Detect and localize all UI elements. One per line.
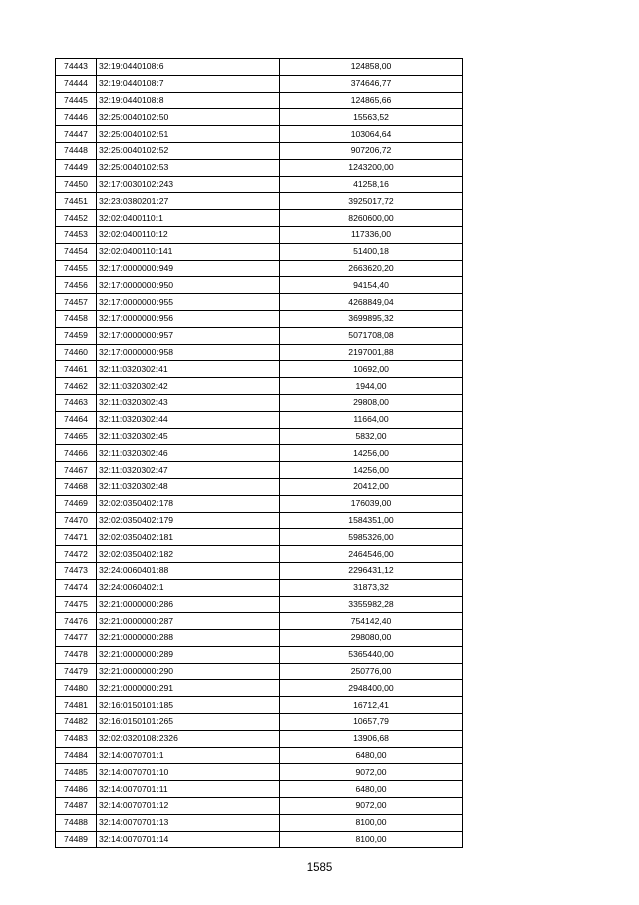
table-row (56, 798, 463, 815)
cadastral-number-cell: 32:17:0000000:957 (97, 327, 280, 344)
row-number-cell: 74467 (56, 462, 97, 479)
cadastral-number-cell: 32:24:0060401:88 (97, 562, 280, 579)
cadastral-number-cell: 32:25:0040102:53 (97, 159, 280, 176)
value-cell: 374646,77 (280, 75, 463, 92)
cadastral-value-table (55, 58, 463, 848)
cadastral-number-cell: 32:19:0440108:7 (97, 75, 280, 92)
row-number-cell: 74448 (56, 142, 97, 159)
row-number-cell: 74468 (56, 478, 97, 495)
row-number-cell: 74486 (56, 781, 97, 798)
row-number-cell: 74452 (56, 210, 97, 227)
table-row (56, 714, 463, 731)
row-number-cell: 74450 (56, 176, 97, 193)
cadastral-number-cell: 32:11:0320302:47 (97, 462, 280, 479)
table-row (56, 310, 463, 327)
value-cell: 29808,00 (280, 394, 463, 411)
value-cell: 11664,00 (280, 411, 463, 428)
cadastral-number-cell: 32:17:0000000:950 (97, 277, 280, 294)
table-row (56, 75, 463, 92)
cadastral-number-cell: 32:14:0070701:10 (97, 764, 280, 781)
row-number-cell: 74485 (56, 764, 97, 781)
cadastral-number-cell: 32:17:0030102:243 (97, 176, 280, 193)
row-number-cell: 74447 (56, 126, 97, 143)
value-cell: 16712,41 (280, 697, 463, 714)
cadastral-number-cell: 32:17:0000000:956 (97, 310, 280, 327)
row-number-cell: 74460 (56, 344, 97, 361)
table-row (56, 814, 463, 831)
table-row (56, 495, 463, 512)
table-row (56, 193, 463, 210)
value-cell: 8100,00 (280, 831, 463, 848)
cadastral-number-cell: 32:02:0350402:182 (97, 546, 280, 563)
value-cell: 250776,00 (280, 663, 463, 680)
cadastral-number-cell: 32:21:0000000:288 (97, 630, 280, 647)
value-cell: 3699895,32 (280, 310, 463, 327)
row-number-cell: 74482 (56, 714, 97, 731)
table-row (56, 512, 463, 529)
table-row (56, 92, 463, 109)
value-cell: 51400,18 (280, 243, 463, 260)
row-number-cell: 74456 (56, 277, 97, 294)
table-row (56, 226, 463, 243)
cadastral-number-cell: 32:25:0040102:50 (97, 109, 280, 126)
cadastral-number-cell: 32:19:0440108:6 (97, 59, 280, 76)
table-row (56, 260, 463, 277)
cadastral-number-cell: 32:11:0320302:41 (97, 361, 280, 378)
cadastral-number-cell: 32:02:0400110:141 (97, 243, 280, 260)
cadastral-number-cell: 32:02:0350402:181 (97, 529, 280, 546)
value-cell: 907206,72 (280, 142, 463, 159)
row-number-cell: 74474 (56, 579, 97, 596)
cadastral-number-cell: 32:02:0400110:12 (97, 226, 280, 243)
value-cell: 3355982,28 (280, 596, 463, 613)
row-number-cell: 74461 (56, 361, 97, 378)
table-row (56, 428, 463, 445)
table-row (56, 730, 463, 747)
cadastral-number-cell: 32:11:0320302:48 (97, 478, 280, 495)
value-cell: 124865,66 (280, 92, 463, 109)
table-row (56, 59, 463, 76)
value-cell: 8100,00 (280, 814, 463, 831)
cadastral-number-cell: 32:23:0380201:27 (97, 193, 280, 210)
cadastral-number-cell: 32:19:0440108:8 (97, 92, 280, 109)
row-number-cell: 74464 (56, 411, 97, 428)
value-cell: 15563,52 (280, 109, 463, 126)
cadastral-number-cell: 32:16:0150101:185 (97, 697, 280, 714)
row-number-cell: 74471 (56, 529, 97, 546)
table-row (56, 596, 463, 613)
table-row (56, 159, 463, 176)
cadastral-number-cell: 32:21:0000000:287 (97, 613, 280, 630)
table-row (56, 378, 463, 395)
cadastral-number-cell: 32:21:0000000:291 (97, 680, 280, 697)
cadastral-number-cell: 32:14:0070701:12 (97, 798, 280, 815)
value-cell: 6480,00 (280, 781, 463, 798)
table-row (56, 613, 463, 630)
table-row (56, 445, 463, 462)
cadastral-number-cell: 32:17:0000000:958 (97, 344, 280, 361)
row-number-cell: 74483 (56, 730, 97, 747)
table-row (56, 277, 463, 294)
cadastral-number-cell: 32:16:0150101:265 (97, 714, 280, 731)
cadastral-number-cell: 32:02:0400110:1 (97, 210, 280, 227)
table-row (56, 546, 463, 563)
cadastral-number-cell: 32:11:0320302:46 (97, 445, 280, 462)
row-number-cell: 74444 (56, 75, 97, 92)
value-cell: 754142,40 (280, 613, 463, 630)
cadastral-number-cell: 32:11:0320302:42 (97, 378, 280, 395)
value-cell: 6480,00 (280, 747, 463, 764)
row-number-cell: 74453 (56, 226, 97, 243)
cadastral-number-cell: 32:11:0320302:44 (97, 411, 280, 428)
value-cell: 2663620,20 (280, 260, 463, 277)
table-row (56, 294, 463, 311)
table-row (56, 630, 463, 647)
cadastral-number-cell: 32:24:0060402:1 (97, 579, 280, 596)
table-body (56, 59, 463, 848)
row-number-cell: 74445 (56, 92, 97, 109)
value-cell: 10657,79 (280, 714, 463, 731)
row-number-cell: 74472 (56, 546, 97, 563)
row-number-cell: 74446 (56, 109, 97, 126)
row-number-cell: 74443 (56, 59, 97, 76)
row-number-cell: 74484 (56, 747, 97, 764)
table-row (56, 646, 463, 663)
table-row (56, 176, 463, 193)
row-number-cell: 74455 (56, 260, 97, 277)
table-row (56, 747, 463, 764)
table-row (56, 764, 463, 781)
value-cell: 1243200,00 (280, 159, 463, 176)
value-cell: 176039,00 (280, 495, 463, 512)
value-cell: 14256,00 (280, 445, 463, 462)
table-row (56, 579, 463, 596)
value-cell: 2296431,12 (280, 562, 463, 579)
value-cell: 124858,00 (280, 59, 463, 76)
value-cell: 41258,16 (280, 176, 463, 193)
cadastral-number-cell: 32:11:0320302:43 (97, 394, 280, 411)
table-row (56, 109, 463, 126)
value-cell: 117336,00 (280, 226, 463, 243)
cadastral-number-cell: 32:14:0070701:1 (97, 747, 280, 764)
value-cell: 14256,00 (280, 462, 463, 479)
row-number-cell: 74479 (56, 663, 97, 680)
row-number-cell: 74477 (56, 630, 97, 647)
table-row (56, 344, 463, 361)
table-row (56, 680, 463, 697)
cadastral-number-cell: 32:25:0040102:51 (97, 126, 280, 143)
table-row (56, 126, 463, 143)
cadastral-number-cell: 32:17:0000000:949 (97, 260, 280, 277)
value-cell: 3925017,72 (280, 193, 463, 210)
value-cell: 4268849,04 (280, 294, 463, 311)
value-cell: 1944,00 (280, 378, 463, 395)
table-row (56, 394, 463, 411)
table-row (56, 327, 463, 344)
row-number-cell: 74449 (56, 159, 97, 176)
value-cell: 20412,00 (280, 478, 463, 495)
cadastral-number-cell: 32:02:0350402:178 (97, 495, 280, 512)
value-cell: 5365440,00 (280, 646, 463, 663)
cadastral-number-cell: 32:14:0070701:11 (97, 781, 280, 798)
value-cell: 2464546,00 (280, 546, 463, 563)
value-cell: 9072,00 (280, 798, 463, 815)
row-number-cell: 74470 (56, 512, 97, 529)
value-cell: 94154,40 (280, 277, 463, 294)
row-number-cell: 74480 (56, 680, 97, 697)
value-cell: 298080,00 (280, 630, 463, 647)
row-number-cell: 74459 (56, 327, 97, 344)
row-number-cell: 74465 (56, 428, 97, 445)
value-cell: 5071708,08 (280, 327, 463, 344)
table-row (56, 361, 463, 378)
row-number-cell: 74466 (56, 445, 97, 462)
value-cell: 10692,00 (280, 361, 463, 378)
row-number-cell: 74463 (56, 394, 97, 411)
cadastral-number-cell: 32:21:0000000:289 (97, 646, 280, 663)
row-number-cell: 74489 (56, 831, 97, 848)
table-row (56, 663, 463, 680)
table-row (56, 411, 463, 428)
row-number-cell: 74476 (56, 613, 97, 630)
row-number-cell: 74457 (56, 294, 97, 311)
value-cell: 8260600,00 (280, 210, 463, 227)
value-cell: 13906,68 (280, 730, 463, 747)
value-cell: 5832,00 (280, 428, 463, 445)
value-cell: 1584351,00 (280, 512, 463, 529)
cadastral-number-cell: 32:14:0070701:14 (97, 831, 280, 848)
table-row (56, 210, 463, 227)
value-cell: 103064,64 (280, 126, 463, 143)
cadastral-number-cell: 32:21:0000000:290 (97, 663, 280, 680)
row-number-cell: 74488 (56, 814, 97, 831)
cadastral-number-cell: 32:14:0070701:13 (97, 814, 280, 831)
cadastral-number-cell: 32:21:0000000:286 (97, 596, 280, 613)
row-number-cell: 74473 (56, 562, 97, 579)
page-number: 1585 (306, 862, 333, 874)
table-row (56, 562, 463, 579)
cadastral-number-cell: 32:17:0000000:955 (97, 294, 280, 311)
row-number-cell: 74454 (56, 243, 97, 260)
cadastral-number-cell: 32:11:0320302:45 (97, 428, 280, 445)
row-number-cell: 74462 (56, 378, 97, 395)
table-row (56, 142, 463, 159)
row-number-cell: 74451 (56, 193, 97, 210)
value-cell: 31873,32 (280, 579, 463, 596)
row-number-cell: 74469 (56, 495, 97, 512)
value-cell: 9072,00 (280, 764, 463, 781)
value-cell: 5985326,00 (280, 529, 463, 546)
table-row (56, 478, 463, 495)
value-cell: 2948400,00 (280, 680, 463, 697)
value-cell: 2197001,88 (280, 344, 463, 361)
cadastral-number-cell: 32:02:0350402:179 (97, 512, 280, 529)
cadastral-number-cell: 32:25:0040102:52 (97, 142, 280, 159)
table-row (56, 462, 463, 479)
cadastral-number-cell: 32:02:0320108:2326 (97, 730, 280, 747)
table-row (56, 529, 463, 546)
table-row (56, 697, 463, 714)
row-number-cell: 74458 (56, 310, 97, 327)
row-number-cell: 74475 (56, 596, 97, 613)
table-row (56, 781, 463, 798)
table-row (56, 831, 463, 848)
table-row (56, 243, 463, 260)
row-number-cell: 74487 (56, 798, 97, 815)
row-number-cell: 74481 (56, 697, 97, 714)
row-number-cell: 74478 (56, 646, 97, 663)
